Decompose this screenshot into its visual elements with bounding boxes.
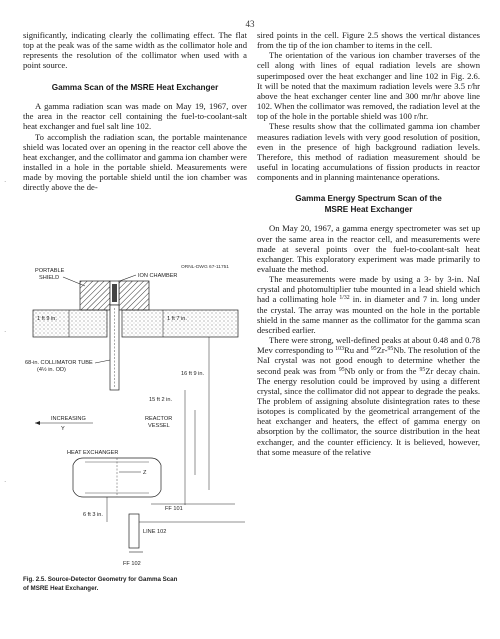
ion-chamber-core (112, 284, 117, 302)
label-ff102: FF 102 (123, 561, 141, 567)
label-vessel: VESSEL (148, 423, 170, 429)
heading-line-1: Gamma Energy Spectrum Scan of the (295, 194, 442, 204)
section-heading-gamma-scan: Gamma Scan of the MSRE Heat Exchanger (51, 82, 219, 92)
label-z: Z (143, 470, 147, 476)
right-paragraph-3: These results show that the collimated gamma ion chamber measures radiation levels with very good resolution of position, even in the presence of high background radiation levels. Therefore, this method of radiation measurement should be useful in locating accumulations of fission products in reactor components and in planning maintenance operations. (257, 121, 480, 183)
drawing-number: ORNL-DWG 67-11751 (181, 265, 229, 270)
label-heat-exchanger: HEAT EXCHANGER (67, 450, 119, 456)
leader-collimator (95, 360, 110, 363)
label-ion-chamber: ION CHAMBER (138, 273, 178, 279)
figure-caption (23, 575, 243, 593)
label-increasing: INCREASING (51, 416, 86, 422)
dimension-1ft9in: 1 ft 9 in. (37, 316, 57, 322)
caption-line-1: Fig. 2.5. Source-Detector Geometry for Gamma Scan (23, 576, 178, 583)
line-102-pipe (129, 514, 139, 548)
label-ff101: FF 101 (165, 506, 183, 512)
cell-slab-right (122, 310, 238, 337)
figure-source-detector-geometry (23, 260, 248, 570)
label-portable-shield-2: SHIELD (39, 275, 60, 281)
right-paragraph-5: The measurements were made by using a 3- by 3-in. NaI crystal and photomultiplier tube mounted in a lead shield which had a collimating hole $^{1/32}$ in. in diameter and 7 in. long under the crystal. The array was mounted on the hole in the portable shield in the same manner as the collimator for the gamma scan described earlier. (257, 274, 480, 335)
section-heading-spectrum-scan (257, 194, 480, 215)
portable-shield-left (80, 281, 110, 310)
right-paragraph-1: sired points in the cell. Figure 2.5 shows the vertical distances from the tip of the ion chamber to items in the cell. (257, 30, 480, 51)
right-column (257, 30, 480, 457)
label-collimator-diameter: (4½ in. OD) (37, 367, 66, 373)
left-paragraph-1: significantly, indicating clearly the collimating effect. The flat top at the peak was of the same width as the collimator hole and represents the resolution of the collimator when used with a point source. (23, 30, 247, 71)
right-paragraph-2: The orientation of the various ion chamber traverses of the cell along with lines of equal radiation levels are shown superimposed over the heat exchanger and line 102 in Fig. 2.6. It will be noted that the maximum radiation levels were 3.5 r/hr above the heat exchanger center line and 300 mr/hr above line 102. When the collimator was removed, the radiation level at the top of the hole in the portable shield was 100 r/hr. (257, 50, 480, 122)
right-paragraph-6: There were strong, well-defined peaks at about 0.48 and 0.78 Mev corresponding to $^{103}$Ru and $^{95}$Zr-$^{95}$Nb. The resolution of the NaI crystal was not good enough to determine whether the second peak was from $^{95}$Nb only or from the $^{95}$Zr decay chain. The energy resolution could be improved by using a different crystal, since the collimator did not appear to degrade the peaks. The problem of assigning absolute disintegration rates to these isotopes is complicated by the geometrical arrangement of the heat exchanger and heaters, the effect of gamma energy on absorption by the collimator, the source distribution in the heat exchanger, and the counter efficiency. It is believed, however, that some measure of the relative (257, 335, 481, 457)
margin-mark-3: · (4, 478, 7, 486)
label-collimator-tube: 68-in. COLLIMATOR TUBE (25, 360, 93, 366)
dimension-15ft2in: 15 ft 2 in. (149, 397, 173, 403)
right-paragraph-4: On May 20, 1967, a gamma energy spectrometer was set up over the same area in the reactor cell, and measurements were made at several points over the fuel-to-coolant-salt heat exchanger. This exploratory experiment was made primarily to evaluate the method. (257, 223, 480, 274)
dimension-6ft3in: 6 ft 3 in. (83, 512, 103, 518)
left-column (23, 30, 247, 193)
dimension-1ft7in: 1 ft 7 in. (167, 316, 187, 322)
left-paragraph-2: A gamma radiation scan was made on May 19, 1967, over the area in the reactor cell containing the fuel-to-coolant-salt heat exchanger and fuel salt line 102. (23, 101, 247, 132)
label-portable-shield: PORTABLE (35, 268, 65, 274)
axis-y-arrowhead (35, 421, 40, 425)
cell-slab-left (33, 310, 107, 337)
page-number: 43 (245, 19, 255, 29)
label-y: Y (61, 426, 65, 432)
margin-mark-1: · (4, 178, 7, 186)
fraction: 1/32 (339, 295, 350, 302)
portable-shield-right (119, 281, 149, 310)
caption-line-2: of MSRE Heat Exchanger. (23, 585, 99, 592)
label-line-102: LINE 102 (143, 529, 167, 535)
geometry-diagram (23, 260, 248, 570)
label-reactor: REACTOR (145, 416, 173, 422)
heading-line-2: MSRE Heat Exchanger (324, 204, 413, 214)
left-paragraph-3: To accomplish the radiation scan, the portable maintenance shield was located over an opening in the reactor cell above the heat exchanger, and the collimator and gamma ion chamber were installed in a hole in the portable shield. Measurements were made by moving the portable shield until the ion chamber was directly above the de- (23, 131, 247, 193)
dimension-16ft9in: 16 ft 9 in. (181, 371, 205, 377)
margin-mark-2: · (4, 328, 7, 336)
